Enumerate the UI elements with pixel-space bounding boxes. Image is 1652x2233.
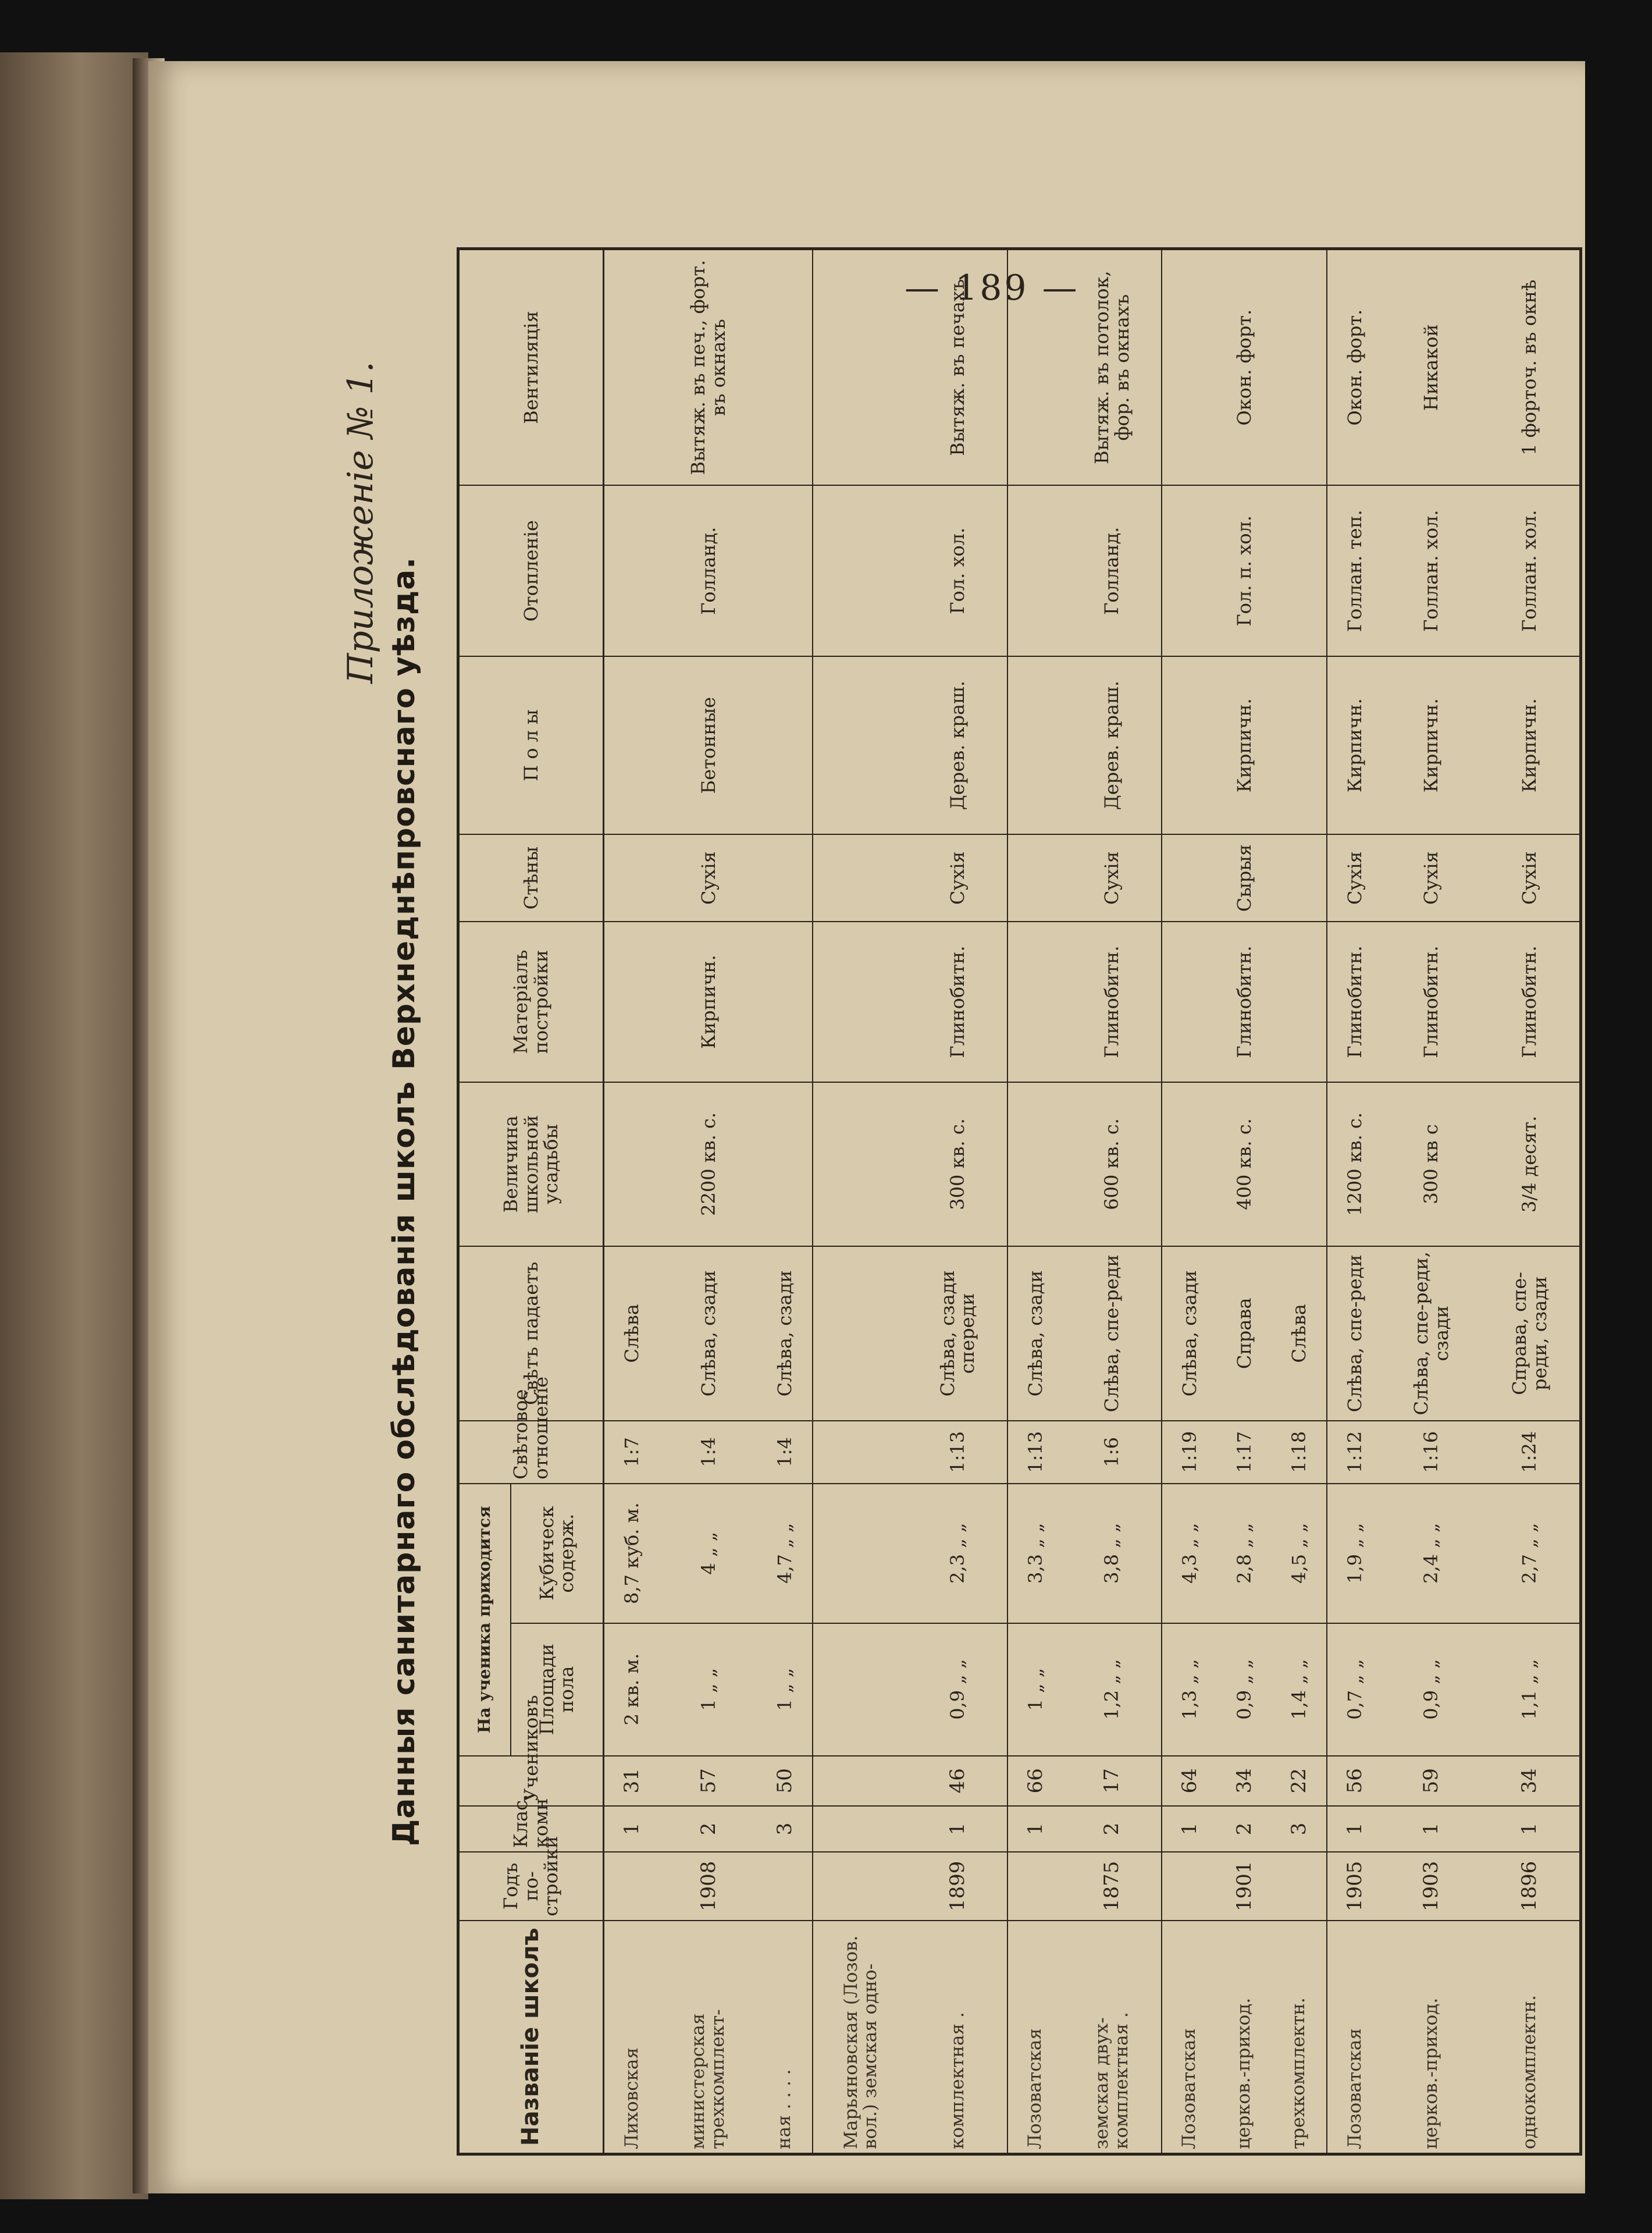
cell-classes: 1 <box>1480 1806 1580 1852</box>
cell-students: 56 <box>1327 1756 1383 1806</box>
cell-students: 66 <box>1007 1756 1063 1806</box>
cell-heating <box>757 485 813 656</box>
cell-students <box>813 1756 909 1806</box>
cell-name: Марьяновская (Лозов. вол.) земская одно- <box>813 1921 909 2154</box>
cell-vent <box>1007 249 1063 486</box>
cell-estate: 400 кв. с. <box>1217 1082 1271 1246</box>
cell-material: Глинобитн. <box>1063 922 1162 1082</box>
cell-area: 1 „ „ <box>757 1623 813 1756</box>
cell-name: Лозоватская <box>1327 1921 1383 2154</box>
cell-area: 0,9 „ „ <box>909 1623 1007 1756</box>
cell-estate <box>1007 1082 1063 1246</box>
cell-classes: 1 <box>909 1806 1007 1852</box>
cell-name: Лозоватская <box>1162 1921 1217 2154</box>
cell-light: Слѣва, спе-реди <box>1327 1246 1383 1421</box>
cell-heating: Голланд. <box>660 485 757 656</box>
cell-heating: Гол. хол. <box>909 485 1007 656</box>
cell-ratio: 1:18 <box>1272 1421 1327 1484</box>
cell-heating <box>604 485 660 656</box>
cell-material <box>813 922 909 1082</box>
cell-walls: Сухія <box>1383 834 1480 922</box>
cell-floors: Дерев. краш. <box>909 656 1007 834</box>
cell-year <box>813 1852 909 1921</box>
cell-students: 57 <box>660 1756 757 1806</box>
cell-students: 34 <box>1217 1756 1271 1806</box>
cell-walls: Сухія <box>1327 834 1383 922</box>
cell-walls <box>604 834 660 922</box>
cell-ratio: 1:16 <box>1383 1421 1480 1484</box>
cell-heating <box>1272 485 1327 656</box>
cell-year <box>1162 1852 1217 1921</box>
cell-name: церков.-приход. <box>1217 1921 1271 2154</box>
cell-name: министерская трехкомплект- <box>660 1921 757 2154</box>
cell-volume: 4,7 „ „ <box>757 1484 813 1623</box>
cell-vent: Никакой <box>1383 249 1480 486</box>
header-per-student: На ученика приходится <box>458 1484 511 1756</box>
header-name: Названіе школъ <box>458 1921 604 2154</box>
table-row <box>757 249 813 2154</box>
header-heating: Отопленіе <box>458 485 604 656</box>
cell-area: 1,4 „ „ <box>1272 1623 1327 1756</box>
cell-floors <box>604 656 660 834</box>
cell-name: трехкомплектн. <box>1272 1921 1327 2154</box>
cell-floors <box>1007 656 1063 834</box>
header-classes: Клас. комн <box>458 1806 604 1852</box>
cell-area <box>813 1623 909 1756</box>
cell-name: Лозоватская <box>1007 1921 1063 2154</box>
cell-light: Справа, спе-реди, сзади <box>1480 1246 1580 1421</box>
left-page-edge <box>0 52 148 2199</box>
cell-vent <box>813 249 909 486</box>
header-material: Матеріалъ постройки <box>458 922 604 1082</box>
cell-area: 0,9 „ „ <box>1383 1623 1480 1756</box>
cell-volume: 2,3 „ „ <box>909 1484 1007 1623</box>
cell-ratio: 1:17 <box>1217 1421 1271 1484</box>
cell-year <box>1007 1852 1063 1921</box>
table-row <box>1327 249 1383 2154</box>
cell-material <box>1272 922 1327 1082</box>
cell-name: ная . . . . <box>757 1921 813 2154</box>
table-row <box>604 249 660 2154</box>
cell-students: 50 <box>757 1756 813 1806</box>
cell-light: Слѣва <box>604 1246 660 1421</box>
cell-year <box>604 1852 660 1921</box>
table-row <box>1272 249 1327 2154</box>
cell-vent <box>604 249 660 486</box>
cell-floors <box>1272 656 1327 834</box>
cell-students: 64 <box>1162 1756 1217 1806</box>
cell-ratio: 1:13 <box>909 1421 1007 1484</box>
cell-area: 0,7 „ „ <box>1327 1623 1383 1756</box>
cell-classes <box>813 1806 909 1852</box>
table-row <box>813 249 909 2154</box>
cell-classes: 1 <box>1383 1806 1480 1852</box>
cell-volume: 3,3 „ „ <box>1007 1484 1063 1623</box>
cell-material <box>604 922 660 1082</box>
table-row <box>660 249 757 2154</box>
cell-name: комплектная . <box>909 1921 1007 2154</box>
cell-volume: 1,9 „ „ <box>1327 1484 1383 1623</box>
cell-classes: 1 <box>1327 1806 1383 1852</box>
cell-students: 17 <box>1063 1756 1162 1806</box>
cell-volume <box>813 1484 909 1623</box>
cell-light: Слѣва, сзади <box>1162 1246 1217 1421</box>
school-survey-table <box>457 247 1582 2156</box>
cell-classes: 2 <box>1217 1806 1271 1852</box>
cell-walls: Сухія <box>1063 834 1162 922</box>
cell-volume: 2,4 „ „ <box>1383 1484 1480 1623</box>
cell-vent <box>1272 249 1327 486</box>
cell-light: Слѣва, спе-реди <box>1063 1246 1162 1421</box>
cell-material: Глинобитн. <box>1383 922 1480 1082</box>
cell-light <box>813 1246 909 1421</box>
cell-estate <box>813 1082 909 1246</box>
header-estate: Величина школьной усадьбы <box>458 1082 604 1246</box>
table-row <box>1063 249 1162 2154</box>
cell-year: 1875 <box>1063 1852 1162 1921</box>
cell-walls: Сырыя <box>1217 834 1271 922</box>
cell-floors: Кирпичн. <box>1383 656 1480 834</box>
cell-estate: 300 кв. с. <box>909 1082 1007 1246</box>
cell-walls <box>813 834 909 922</box>
cell-walls <box>1007 834 1063 922</box>
cell-vent: Окон. форт. <box>1217 249 1271 486</box>
cell-year: 1896 <box>1480 1852 1580 1921</box>
cell-area: 1 „ „ <box>1007 1623 1063 1756</box>
cell-heating: Голланд. <box>1063 485 1162 656</box>
cell-ratio: 1:24 <box>1480 1421 1580 1484</box>
cell-vent <box>757 249 813 486</box>
cell-volume: 4,5 „ „ <box>1272 1484 1327 1623</box>
table-row <box>1383 249 1480 2154</box>
cell-walls: Сухія <box>909 834 1007 922</box>
cell-vent <box>1162 249 1217 486</box>
cell-walls <box>757 834 813 922</box>
cell-ratio: 1:4 <box>757 1421 813 1484</box>
cell-estate: 2200 кв. с. <box>660 1082 757 1246</box>
cell-classes: 3 <box>757 1806 813 1852</box>
cell-floors <box>757 656 813 834</box>
table-row <box>909 249 1007 2154</box>
cell-floors: Кирпичн. <box>1217 656 1271 834</box>
cell-estate <box>1162 1082 1217 1246</box>
cell-students: 46 <box>909 1756 1007 1806</box>
cell-volume: 8,7 куб. м. <box>604 1484 660 1623</box>
cell-material: Глинобитн. <box>1480 922 1580 1082</box>
cell-estate <box>1272 1082 1327 1246</box>
cell-year: 1901 <box>1217 1852 1271 1921</box>
cell-estate <box>757 1082 813 1246</box>
rotated-content <box>308 247 1640 2156</box>
cell-area: 2 кв. м. <box>604 1623 660 1756</box>
cell-walls <box>1162 834 1217 922</box>
cell-ratio: 1:13 <box>1007 1421 1063 1484</box>
header-light-side: Свѣтъ падаетъ <box>458 1246 604 1421</box>
table-row <box>1007 249 1063 2154</box>
cell-ratio <box>813 1421 909 1484</box>
header-area: Площади пола <box>511 1623 604 1756</box>
cell-material: Глинобитн. <box>1327 922 1383 1082</box>
cell-name: церков.-приход. <box>1383 1921 1480 2154</box>
cell-light: Слѣва, сзади <box>757 1246 813 1421</box>
cell-light: Слѣва <box>1272 1246 1327 1421</box>
cell-estate: 300 кв с <box>1383 1082 1480 1246</box>
cell-students: 59 <box>1383 1756 1480 1806</box>
cell-volume: 3,8 „ „ <box>1063 1484 1162 1623</box>
cell-ratio: 1:19 <box>1162 1421 1217 1484</box>
cell-heating: Голлан. хол. <box>1480 485 1580 656</box>
cell-heating: Гол. п. хол. <box>1217 485 1271 656</box>
cell-year <box>757 1852 813 1921</box>
header-ventilation: Вентиляція <box>458 249 604 486</box>
cell-volume: 4 „ „ <box>660 1484 757 1623</box>
cell-heating <box>1162 485 1217 656</box>
cell-area: 1,3 „ „ <box>1162 1623 1217 1756</box>
cell-vent: 1 форточ. въ окнѣ <box>1480 249 1580 486</box>
header-light-ratio: Свѣтовое отношеніе <box>458 1421 604 1484</box>
header-walls: Стѣны <box>458 834 604 922</box>
cell-light: Слѣва, сзади спереди <box>909 1246 1007 1421</box>
cell-students: 31 <box>604 1756 660 1806</box>
cell-ratio: 1:4 <box>660 1421 757 1484</box>
cell-light: Справа <box>1217 1246 1271 1421</box>
cell-walls: Сухія <box>1480 834 1580 922</box>
cell-classes: 2 <box>660 1806 757 1852</box>
cell-light: Слѣва, спе-реди, сзади <box>1383 1246 1480 1421</box>
cell-estate: 600 кв. с. <box>1063 1082 1162 1246</box>
cell-vent: Вытяж. въ потолок, фор. въ окнахъ <box>1063 249 1162 486</box>
cell-vent: Окон. форт. <box>1327 249 1383 486</box>
cell-name: земская двух-комплектная . <box>1063 1921 1162 2154</box>
cell-students: 34 <box>1480 1756 1580 1806</box>
cell-floors <box>813 656 909 834</box>
cell-estate: 1200 кв. с. <box>1327 1082 1383 1246</box>
cell-light: Слѣва, сзади <box>660 1246 757 1421</box>
cell-ratio: 1:7 <box>604 1421 660 1484</box>
header-year: Годъ по-стройки <box>458 1852 604 1921</box>
cell-year: 1905 <box>1327 1852 1383 1921</box>
cell-classes: 1 <box>1162 1806 1217 1852</box>
cell-floors <box>1162 656 1217 834</box>
cell-material <box>1162 922 1217 1082</box>
cell-walls <box>1272 834 1327 922</box>
cell-area: 1,1 „ „ <box>1480 1623 1580 1756</box>
cell-name: Лиховская <box>604 1921 660 2154</box>
table-body <box>604 249 1581 2154</box>
cell-year: 1899 <box>909 1852 1007 1921</box>
cell-vent: Вытяж. въ печахъ <box>909 249 1007 486</box>
cell-year: 1903 <box>1383 1852 1480 1921</box>
cell-area: 0,9 „ „ <box>1217 1623 1271 1756</box>
cell-material: Кирпичн. <box>660 922 757 1082</box>
header-volume: Кубическ содерж. <box>511 1484 604 1623</box>
cell-classes: 1 <box>604 1806 660 1852</box>
cell-walls: Сухія <box>660 834 757 922</box>
cell-material: Глинобитн. <box>909 922 1007 1082</box>
cell-light: Слѣва, сзади <box>1007 1246 1063 1421</box>
cell-material: Глинобитн. <box>1217 922 1271 1082</box>
cell-vent: Вытяж. въ печ., форт. въ окнахъ <box>660 249 757 486</box>
cell-name: однокомплектн. <box>1480 1921 1580 2154</box>
cell-students: 22 <box>1272 1756 1327 1806</box>
cell-volume: 4,3 „ „ <box>1162 1484 1217 1623</box>
cell-ratio: 1:6 <box>1063 1421 1162 1484</box>
cell-area: 1 „ „ <box>660 1623 757 1756</box>
cell-estate <box>604 1082 660 1246</box>
cell-classes: 3 <box>1272 1806 1327 1852</box>
cell-classes: 2 <box>1063 1806 1162 1852</box>
cell-floors: Бетонные <box>660 656 757 834</box>
table-title: Данныя санитарнаго обслѣдованія школъ Верхнеднѣпровснаго уѣзда. <box>387 556 422 1847</box>
header-floors: П о л ы <box>458 656 604 834</box>
table-row <box>1162 249 1217 2154</box>
table-row <box>1217 249 1271 2154</box>
cell-volume: 2,7 „ „ <box>1480 1484 1580 1623</box>
cell-heating: Голлан. теп. <box>1327 485 1383 656</box>
cell-area: 1,2 „ „ <box>1063 1623 1162 1756</box>
appendix-label: Приложеніе № 1. <box>340 361 381 684</box>
cell-material <box>1007 922 1063 1082</box>
book-page <box>148 61 1585 2193</box>
cell-floors: Кирпичн. <box>1327 656 1383 834</box>
cell-estate: 3/4 десят. <box>1480 1082 1580 1246</box>
cell-year: 1908 <box>660 1852 757 1921</box>
cell-floors: Кирпичн. <box>1480 656 1580 834</box>
cell-classes: 1 <box>1007 1806 1063 1852</box>
cell-ratio: 1:12 <box>1327 1421 1383 1484</box>
cell-floors: Дерев. краш. <box>1063 656 1162 834</box>
cell-heating: Голлан. хол. <box>1383 485 1480 656</box>
page-number: — 189 — <box>905 268 1080 308</box>
table-row <box>1480 249 1580 2154</box>
cell-material <box>757 922 813 1082</box>
cell-volume: 2,8 „ „ <box>1217 1484 1271 1623</box>
cell-heating <box>1007 485 1063 656</box>
header-students: Учениковъ <box>458 1756 604 1806</box>
cell-year <box>1272 1852 1327 1921</box>
cell-heating <box>813 485 909 656</box>
